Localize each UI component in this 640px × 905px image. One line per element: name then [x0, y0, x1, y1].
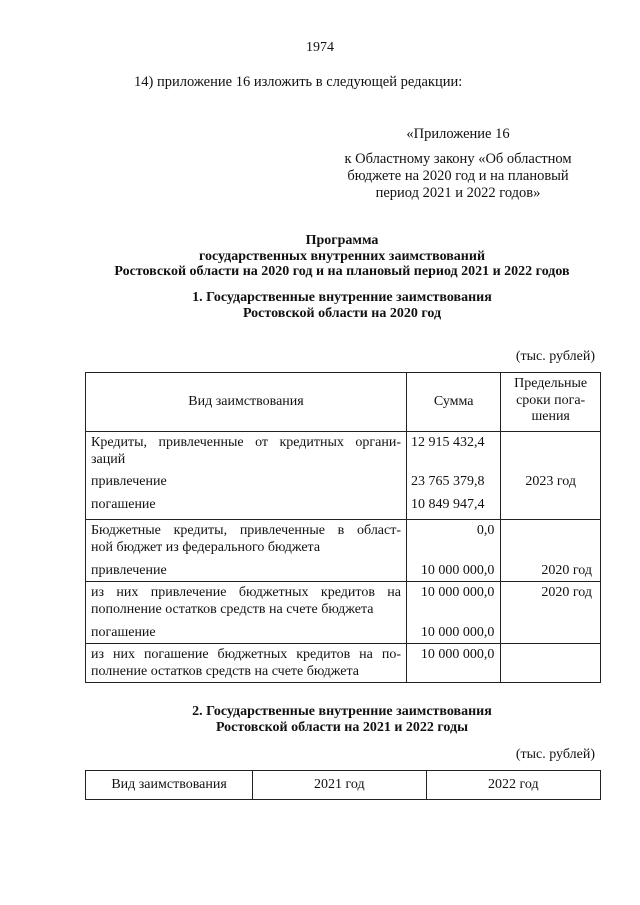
sum-value: 10 000 000,0 [420, 585, 495, 600]
header-2022: 2022 год [426, 771, 600, 800]
section1-units: (тыс. рублей) [515, 349, 595, 364]
sum-value: 10 000 000,0 [420, 625, 495, 640]
row-sum [407, 432, 501, 520]
borrowings-2020-table [85, 372, 601, 683]
program-title [0, 233, 640, 280]
row-text-line: из них погашение бюджетных кредитов на по- [91, 647, 402, 662]
header-type: Вид заимствования [86, 373, 407, 432]
row-name [86, 520, 407, 582]
table-row [86, 432, 601, 520]
term-value: 2023 год [525, 474, 576, 489]
sum-value: 10 000 000,0 [420, 563, 495, 578]
sum-value: 23 765 379,8 [411, 474, 485, 489]
header-sum: Сумма [407, 373, 501, 432]
header-type: Вид заимствования [86, 771, 253, 800]
section1-title-line: Ростовской области на 2020 год [242, 305, 442, 321]
header-term [501, 373, 601, 432]
amendment-line: 14) приложение 16 изложить в следующей редакции: [134, 74, 463, 90]
table-row [86, 520, 601, 582]
borrowings-2021-2022-table [85, 770, 601, 800]
annex-sub-line: бюджете на 2020 год и на плановый [347, 168, 569, 184]
row-term [501, 520, 601, 582]
row-text-line: заций [91, 452, 126, 467]
row-name [86, 644, 407, 683]
row-sum [407, 582, 501, 644]
row-text-line: Бюджетные кредиты, привлеченные в област- [91, 523, 402, 538]
sub-label: привлечение [91, 563, 167, 578]
page-number: 1974 [306, 40, 334, 55]
row-text-line: полнение остатков средств на счете бюджета [91, 664, 359, 679]
sum-value: 12 915 432,4 [411, 435, 485, 450]
row-name [86, 432, 407, 520]
sum-value: 10 849 947,4 [411, 497, 485, 512]
program-title-line: Программа [305, 233, 379, 248]
header-term-line: шения [531, 409, 570, 424]
term-value [506, 646, 592, 663]
annex-sub-line: к Областному закону «Об областном [344, 151, 572, 167]
row-sum [407, 644, 501, 683]
sub-label: погашение [91, 497, 156, 512]
row-text-line: пополнение остатков средств на счете бюджета [91, 602, 374, 617]
header-term-line: сроки пога- [516, 392, 586, 408]
table-row [86, 582, 601, 644]
sum-value: 0,0 [476, 523, 495, 538]
sum-value: 10 000 000,0 [420, 647, 495, 662]
sub-label: привлечение [91, 474, 167, 489]
table-header-row [86, 373, 601, 432]
program-title-line: государственных внутренних заимствований [198, 248, 486, 264]
term-value: 2020 год [541, 563, 592, 578]
term-value: 2020 год [541, 585, 592, 600]
row-text-line: из них привлечение бюджетных кредитов на [91, 585, 402, 600]
section1-title [0, 290, 640, 321]
section2-units: (тыс. рублей) [515, 747, 595, 762]
table-row [86, 644, 601, 683]
header-2021: 2021 год [253, 771, 426, 800]
annex-label: «Приложение 16 [406, 126, 510, 142]
annex-sub-line: период 2021 и 2022 годов» [375, 185, 541, 201]
sub-label: погашение [91, 625, 156, 640]
section2-title [0, 704, 640, 735]
section2-title-line: Ростовской области на 2021 и 2022 годы [215, 719, 469, 735]
row-term [501, 644, 601, 683]
program-title-line: Ростовской области на 2020 год и на плановый период 2021 и 2022 годов [114, 264, 570, 279]
row-name [86, 582, 407, 644]
row-term [501, 432, 601, 520]
row-term [501, 582, 601, 644]
section1-title-line: 1. Государственные внутренние заимствования [192, 290, 492, 305]
row-text-line: ной бюджет из федерального бюджета [91, 540, 321, 555]
annex-subtitle [328, 151, 588, 202]
table-header-row [86, 771, 601, 800]
row-text-line: Кредиты, привлеченные от кредитных органи- [91, 435, 402, 450]
section2-title-line: 2. Государственные внутренние заимствования [192, 704, 492, 719]
row-sum [407, 520, 501, 582]
header-term-line: Предельные [514, 376, 588, 391]
